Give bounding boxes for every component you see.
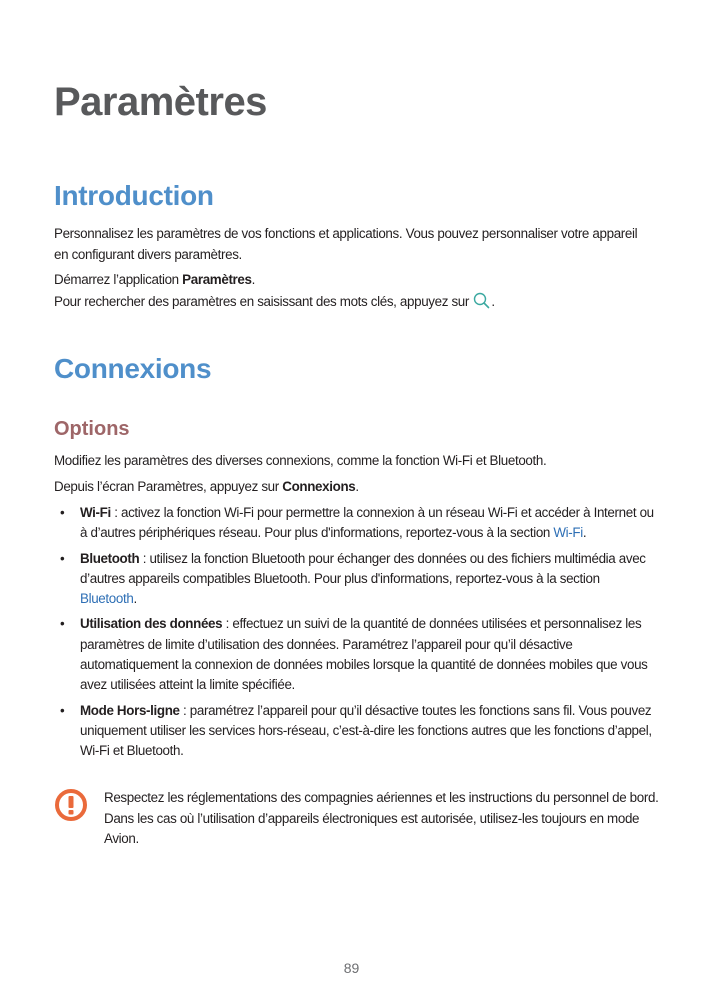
intro-paragraph-1: Personnalisez les paramètres de vos fonctions et applications. Vous pouvez personnaliser votre appareil en configurant divers paramètres. [54, 226, 638, 262]
page-number: 89 [343, 960, 360, 976]
wifi-section-link[interactable]: Wi-Fi [553, 525, 583, 541]
chapter-title: Paramètres [54, 80, 267, 124]
list-item-offline-mode: • Mode Hors-ligne : paramétrez l’appareil pour qu’il désactive toutes les fonctions sans fil. Vous pouvez uniquement utiliser les services hors-réseau, c’est-à-dire les fonctions autres que les fonctions d’appel, Wi-Fi et Bluetooth. [60, 702, 652, 759]
bullet-icon: • [60, 505, 65, 520]
bullet-icon: • [60, 550, 65, 566]
bullet-icon: • [60, 702, 65, 718]
connexions-menu-name: Connexions [282, 479, 356, 494]
options-paragraph-1: Modifiez les paramètres des diverses connexions, comme la fonction Wi-Fi et Bluetooth. [54, 453, 547, 468]
list-item-data-usage: • Utilisation des données : effectuez un suivi de la quantité de données utilisées et personnalisez les paramètres de limite d’utilisation des données. Paramétrez l’appareil pour qu’il désactive automatiquement la connexion de données mobiles lorsque la quantité de données mobiles que vous avez utilisées atteint la limite spécifiée. [60, 616, 648, 693]
settings-app-name: Paramètres [182, 272, 252, 287]
intro-paragraph-3: Pour rechercher des paramètres en saisissant des mots clés, appuyez sur . [54, 292, 654, 316]
options-heading: Options [54, 418, 130, 440]
warning-icon [54, 788, 88, 827]
bluetooth-section-link[interactable]: Bluetooth [80, 591, 134, 607]
list-item-wifi: • Wi-Fi : activez la fonction Wi-Fi pour permettre la connexion à un réseau Wi-Fi et accéder à Internet ou à d’autres périphériques réseau. Pour plus d'informations, reportez-vous à la section Wi-Fi. [60, 505, 654, 541]
search-icon [473, 292, 490, 316]
bullet-icon: • [60, 616, 65, 632]
caution-text: Respectez les réglementations des compagnies aériennes et les instructions du personnel de bord. Dans les cas où l’utilisation d’appareils électroniques est autorisée, utilisez-les toujours en mode Avion. [104, 790, 659, 846]
list-item-bluetooth: • Bluetooth : utilisez la fonction Bluetooth pour échanger des données ou des fichiers multimédia avec d’autres appareils compatibles Bluetooth. Pour plus d'informations, reportez-vous à la section Bluetooth. [60, 550, 646, 607]
options-list [54, 503, 654, 767]
introduction-heading: Introduction [54, 180, 214, 211]
intro-paragraph-2: Démarrez l’application Paramètres. [54, 272, 255, 287]
options-paragraph-2: Depuis l’écran Paramètres, appuyez sur Connexions. [54, 479, 359, 494]
connexions-heading: Connexions [54, 353, 212, 384]
